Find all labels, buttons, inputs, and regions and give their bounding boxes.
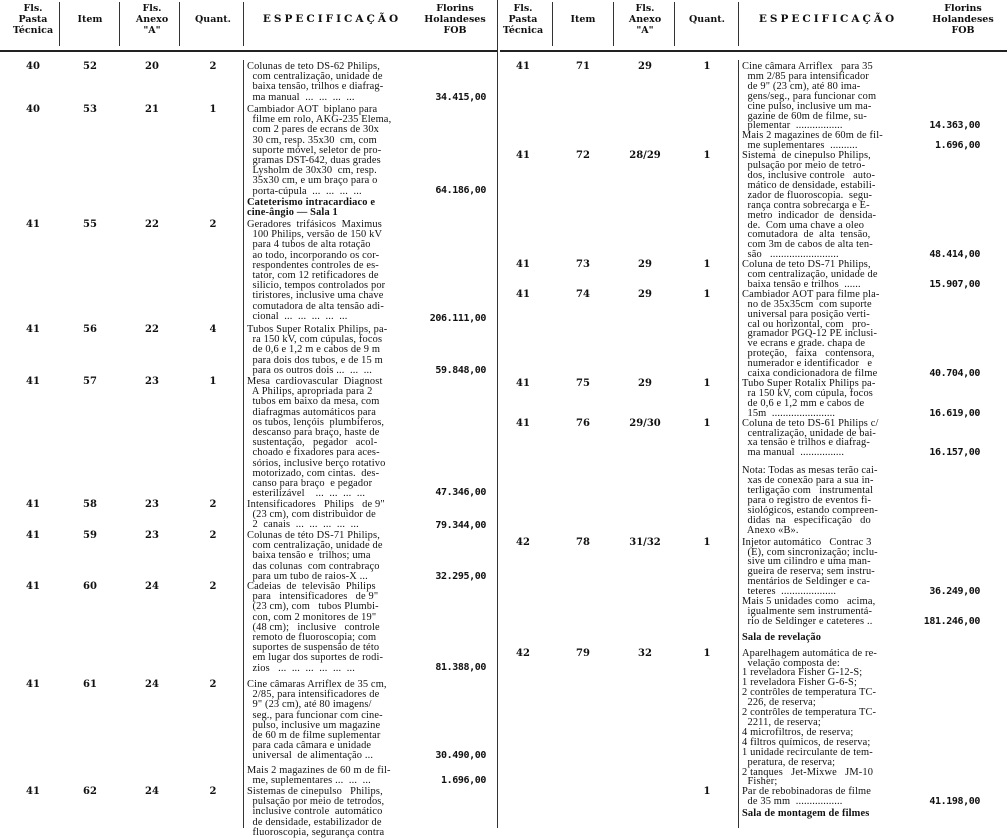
fls-pasta: 41 bbox=[516, 61, 530, 72]
amount: 79.344,00 bbox=[435, 520, 486, 531]
item-number: 61 bbox=[83, 679, 97, 690]
quantity: 1 bbox=[703, 259, 711, 271]
specification: Tubos Super Rotalix Philips, pa- ra 150 kV, com cúpulas, focos de 0,6 e 1,2 m e cabos de 9 m para dois dos tubos, e de 15 m para os outros dois ... ... ... bbox=[247, 324, 388, 376]
amount: 41.198,00 bbox=[929, 796, 980, 808]
fls-anexo: 31/32 bbox=[629, 536, 661, 548]
item-number: 62 bbox=[83, 786, 97, 797]
specification: Cine câmaras Arriflex de 35 cm, 2/85, para intensificadores de 9" (23 cm), até 80 imagens/ seg., para funcionar com cine- pulso, inclusive um magazine de 60 m de filme suplementar para cada câmara e unidade universal de alimentação ... bbox=[247, 679, 387, 762]
fls-pasta: 40 bbox=[26, 61, 40, 72]
header-florins: Florins Holandeses FOB bbox=[424, 3, 486, 36]
specification: Geradores trifásicos Maximus 100 Philips, versão de 150 kV para 4 tubos de alta rotação ao todo, incorporando os cor- respondentes controles de es- tator, com 12 retificadores de silicio, tempos controlados por tiristores, inclusive uma chave comutadora de alta tensão adi- cional ... ... ... ... ... bbox=[247, 219, 386, 322]
item-number: 78 bbox=[576, 536, 590, 548]
item-number: 55 bbox=[83, 219, 97, 230]
header-divider bbox=[119, 2, 120, 46]
fls-pasta: 41 bbox=[26, 324, 40, 335]
table-header-left bbox=[0, 0, 497, 52]
item-number: 72 bbox=[576, 150, 590, 162]
fls-anexo: 24 bbox=[145, 786, 159, 797]
quantity: 1 bbox=[703, 378, 711, 389]
specification: Aparelhagem automática de re- velação composta de: 1 reveladora Fisher G-12-S; 1 reveladora Fisher G-6-S; 2 contrôles de temperatura TC- 226, de reserva; 2 contrôles de temperatura TC- 2211, de reserva; 4 microfiltros, de reserva; 4 filtros químicos, de reserva; 1 unidade recirculante de tem- peratura, de reserva; 2 tanques Jet-Mixwe JM-10 Fisher; bbox=[742, 647, 878, 788]
specification: Colunas de této DS-71 Philips, com centralização, unidade de baixa tensão e trilhos; uma das colunas com contrabraço para um tubo de raios-X ... bbox=[247, 530, 383, 582]
quantity: 1 bbox=[703, 536, 711, 548]
amount: 34.415,00 bbox=[435, 91, 486, 103]
fls-pasta: 42 bbox=[516, 647, 530, 659]
fls-pasta: 41 bbox=[516, 288, 530, 300]
fls-pasta: 41 bbox=[516, 417, 530, 429]
quantity: 1 bbox=[703, 288, 711, 300]
header-fls-anexo: Fls. Anexo "A" bbox=[628, 3, 662, 36]
header-item: Item bbox=[77, 14, 103, 25]
amount: 81.388,00 bbox=[435, 662, 486, 673]
quantity: 1 bbox=[209, 376, 217, 387]
fls-pasta: 41 bbox=[26, 581, 40, 592]
fls-anexo: 29 bbox=[638, 288, 652, 300]
quantity: 1 bbox=[703, 786, 711, 798]
specification: Sistemas de cinepulso Philips, pulsação por meio de tetrodos, inclusive controle automático de densidade, estabilizador de fluoroscopia, segurança contra bbox=[247, 786, 385, 838]
item-number: 75 bbox=[576, 378, 590, 389]
header-divider bbox=[613, 2, 614, 46]
amount: 40.704,00 bbox=[929, 368, 980, 380]
specification: Mais 2 magazines de 60m de fil- me suplementares .......... bbox=[742, 130, 883, 152]
fls-pasta: 41 bbox=[26, 530, 40, 541]
note bbox=[0, 466, 1007, 535]
quantity: 4 bbox=[209, 324, 217, 335]
specification: Colunas de teto DS-62 Philips, com centralização, unidade de baixa tensão, trilhos e diafrag- ma manual ... ... ... ... bbox=[247, 61, 384, 103]
table-row bbox=[0, 151, 1007, 260]
item-number: 56 bbox=[83, 324, 97, 335]
right-column-body bbox=[0, 62, 1007, 819]
fls-pasta: 40 bbox=[26, 104, 40, 115]
item-number: 76 bbox=[576, 417, 590, 429]
quantity: 2 bbox=[209, 786, 217, 797]
quantity: 2 bbox=[209, 530, 217, 541]
fls-pasta: 41 bbox=[516, 378, 530, 389]
specification: Tubo Super Rotalix Philips pa- ra 150 kV, com cúpula, focos de 0,6 e 1,2 mm e cabos de 15m ....................... bbox=[742, 378, 876, 419]
amount: 36.249,00 bbox=[929, 586, 980, 598]
fls-pasta: 42 bbox=[516, 536, 530, 548]
section-heading bbox=[0, 633, 1007, 643]
amount: 47.346,00 bbox=[435, 487, 486, 498]
item-number: 59 bbox=[83, 530, 97, 541]
quantity: 2 bbox=[209, 219, 217, 230]
specification: Par de rebobinadoras de filme de 35 mm ................. bbox=[742, 786, 871, 808]
specification: Mais 2 magazines de 60 m de fil- me, suplementares ... ... ... bbox=[247, 765, 391, 787]
specification: Mesa cardiovascular Diagnost A Philips, apropriada para 2 tubos em baixo da mesa, com diafragmas automáticos para os tubos, lençóis plumbiferos, descanso para braço, haste de sustentação, pegador acol- choado e fixadores para aces- sórios, inclusive berço rotativo motorizado, com cintas. des- canso para braço e pegador esterilizável ... ... ... ... bbox=[247, 376, 386, 500]
amount: 30.490,00 bbox=[435, 750, 486, 761]
header-fls-pasta: Fls. Pasta Técnica bbox=[12, 3, 54, 36]
fls-pasta: 41 bbox=[26, 219, 40, 230]
header-item: Item bbox=[570, 14, 596, 25]
header-especificacao: ESPECIFICAÇÃO bbox=[758, 13, 898, 25]
amount: 206.111,00 bbox=[429, 313, 486, 324]
fls-anexo: 20 bbox=[145, 61, 159, 72]
header-especificacao: ESPECIFICAÇÃO bbox=[262, 13, 402, 25]
specification: Mais 5 unidades como acima, igualmente sem instrumentá- rio de Seldinger e cateteres .. bbox=[742, 596, 876, 627]
fls-anexo: 29 bbox=[638, 378, 652, 389]
item-number: 60 bbox=[83, 581, 97, 592]
fls-anexo: 32 bbox=[638, 647, 652, 659]
amount: 15.907,00 bbox=[929, 278, 980, 290]
table-row bbox=[0, 787, 1007, 807]
fls-pasta: 41 bbox=[26, 786, 40, 797]
item-number: 74 bbox=[576, 288, 590, 300]
item-number: 71 bbox=[576, 61, 590, 72]
table-row bbox=[0, 62, 1007, 131]
amount: 64.186,00 bbox=[435, 185, 486, 196]
fls-anexo: 24 bbox=[145, 679, 159, 690]
specification: Sistema de cinepulso Philips, pulsação por meio de tetro- dos, inclusive controle auto- mático de densidade, estabili- zador de fluoroscopia. segu- rança contra sobrecarga e E- metro indicador de densida- de. Com uma chave a oleo comutadora de alta tensão, com 3m de cabos de alta ten- são ......................... bbox=[742, 150, 877, 261]
amount: 32.295,00 bbox=[435, 571, 486, 582]
section-heading bbox=[0, 809, 1007, 819]
fls-pasta: 41 bbox=[26, 499, 40, 510]
quantity: 2 bbox=[209, 499, 217, 510]
header-divider bbox=[552, 2, 553, 46]
fls-anexo: 22 bbox=[145, 324, 159, 335]
table-row bbox=[0, 597, 1007, 627]
quantity: 1 bbox=[703, 417, 711, 429]
item-number: 53 bbox=[83, 104, 97, 115]
fls-pasta: 41 bbox=[516, 259, 530, 271]
header-florins: Florins Holandeses FOB bbox=[932, 3, 994, 36]
item-number: 52 bbox=[83, 61, 97, 72]
header-fls-pasta: Fls. Pasta Técnica bbox=[502, 3, 544, 36]
table-header-right bbox=[500, 0, 1007, 52]
specification: Coluna de teto DS-61 Philips c/ centralização, unidade de bai- xa tensão e trilhos e diafrag- ma manual ................ bbox=[742, 417, 879, 459]
quantity: 1 bbox=[703, 647, 711, 659]
fls-pasta: 41 bbox=[26, 679, 40, 690]
amount: 181.246,00 bbox=[923, 615, 980, 627]
fls-pasta: 41 bbox=[26, 376, 40, 387]
fls-anexo: 21 bbox=[145, 104, 159, 115]
fls-anexo: 29 bbox=[638, 259, 652, 271]
specification: Cambiador AOT para filme pla- no de 35x35cm com suporte universal para posição verti- cal ou horizontal, com pro- gramador PGQ-12 PE inclusi- ve ecrans e grade. chapa de proteção, faixa contensora, numerador e identificador e caixa condicionadora de filme bbox=[742, 288, 880, 380]
header-quant: Quant. bbox=[195, 14, 231, 25]
header-divider bbox=[738, 2, 739, 46]
specification: Injetor automático Contrac 3 (E), com sincronização; inclu- sive um cilindro e uma man- gueira de reserva; sem instru- mentários de Seldinger e ca- teteres .................... bbox=[742, 536, 878, 598]
fls-anexo: 22 bbox=[145, 219, 159, 230]
section-title: Sala de revelação bbox=[742, 631, 822, 643]
fls-anexo: 28/29 bbox=[629, 150, 661, 162]
item-number: 58 bbox=[83, 499, 97, 510]
specification: Coluna de teto DS-71 Philips, com centralização, unidade de baixa tensão e trilhos ...... bbox=[742, 259, 878, 290]
quantity: 2 bbox=[209, 679, 217, 690]
amount: 14.363,00 bbox=[929, 120, 980, 132]
quantity: 2 bbox=[209, 61, 217, 72]
header-quant: Quant. bbox=[689, 14, 725, 25]
amount: 16.619,00 bbox=[929, 407, 980, 419]
specification: Intensificadores Philips de 9" (23 cm), com distribuidor de 2 canais ... ... ... ... ... bbox=[247, 499, 385, 531]
amount: 16.157,00 bbox=[929, 447, 980, 459]
fls-anexo: 29/30 bbox=[629, 417, 661, 429]
fls-anexo: 24 bbox=[145, 581, 159, 592]
section-title-partial: Sala de montagem de filmes bbox=[742, 808, 870, 820]
quantity: 1 bbox=[209, 104, 217, 115]
amount: 59.848,00 bbox=[435, 365, 486, 376]
fls-anexo: 23 bbox=[145, 499, 159, 510]
table-row bbox=[0, 131, 1007, 151]
fls-pasta: 41 bbox=[516, 150, 530, 162]
table-row bbox=[0, 419, 1007, 459]
table-row bbox=[0, 376, 1007, 419]
table-row bbox=[0, 538, 1007, 597]
specification: Cadeias de televisão Philips para intensificadores de 9" (23 cm), com tubos Plumbi- con, com 2 monitores de 19" (48 cm); inclusive controle remoto de fluoroscopia; com suportes de suspensão de této em lugar dos suportes de rodi- zios ... ... ... ... ... ... bbox=[247, 581, 384, 674]
header-divider bbox=[59, 2, 60, 46]
note-text: Nota: Todas as mesas terão cai- xas de conexão para a sua in- terligação com instrumental para o registro de eventos fi- siológicos, estando compreen- didas na especificação do Anexo «B». bbox=[742, 465, 878, 536]
specification: Cine câmara Arriflex para 35 mm 2/85 para intensificador de 9" (23 cm), até 80 ima- gens/seg., para funcionar com cine pulso, inclusive um ma- gazine de 60m de filme, su- plementar ................. bbox=[742, 61, 877, 132]
header-divider bbox=[243, 2, 244, 46]
table-row bbox=[0, 260, 1007, 290]
quantity: 1 bbox=[703, 150, 711, 162]
fls-anexo: 23 bbox=[145, 376, 159, 387]
amount: 1.696,00 bbox=[441, 775, 486, 787]
item-number: 57 bbox=[83, 376, 97, 387]
quantity: 1 bbox=[703, 61, 711, 72]
amount: 1.696,00 bbox=[935, 140, 980, 152]
header-divider bbox=[179, 2, 180, 46]
specification: Cambiador AOT biplano para filme em rolo, AKG-235 Elema, com 2 pares de ecrans de 30x 30 cm, resp. 35x30 cm, com suporte móvel, seletor de pro- gramas DST-642, duas grades Lysholm de 30x30 cm, resp. 35x30 cm, e um braço para o porta-cúpula ... ... ... ... bbox=[247, 104, 392, 197]
item-number: 79 bbox=[576, 647, 590, 659]
table-row bbox=[0, 290, 1007, 379]
fls-anexo: 23 bbox=[145, 530, 159, 541]
item-number: 73 bbox=[576, 259, 590, 271]
table-row bbox=[0, 649, 1007, 788]
quantity: 2 bbox=[209, 581, 217, 592]
header-divider bbox=[674, 2, 675, 46]
fls-anexo: 29 bbox=[638, 61, 652, 72]
header-fls-anexo: Fls. Anexo "A" bbox=[135, 3, 169, 36]
amount: 48.414,00 bbox=[929, 249, 980, 261]
section-title: Cateterismo intracardiaco e cine-ângio — Sala 1 bbox=[247, 197, 376, 219]
